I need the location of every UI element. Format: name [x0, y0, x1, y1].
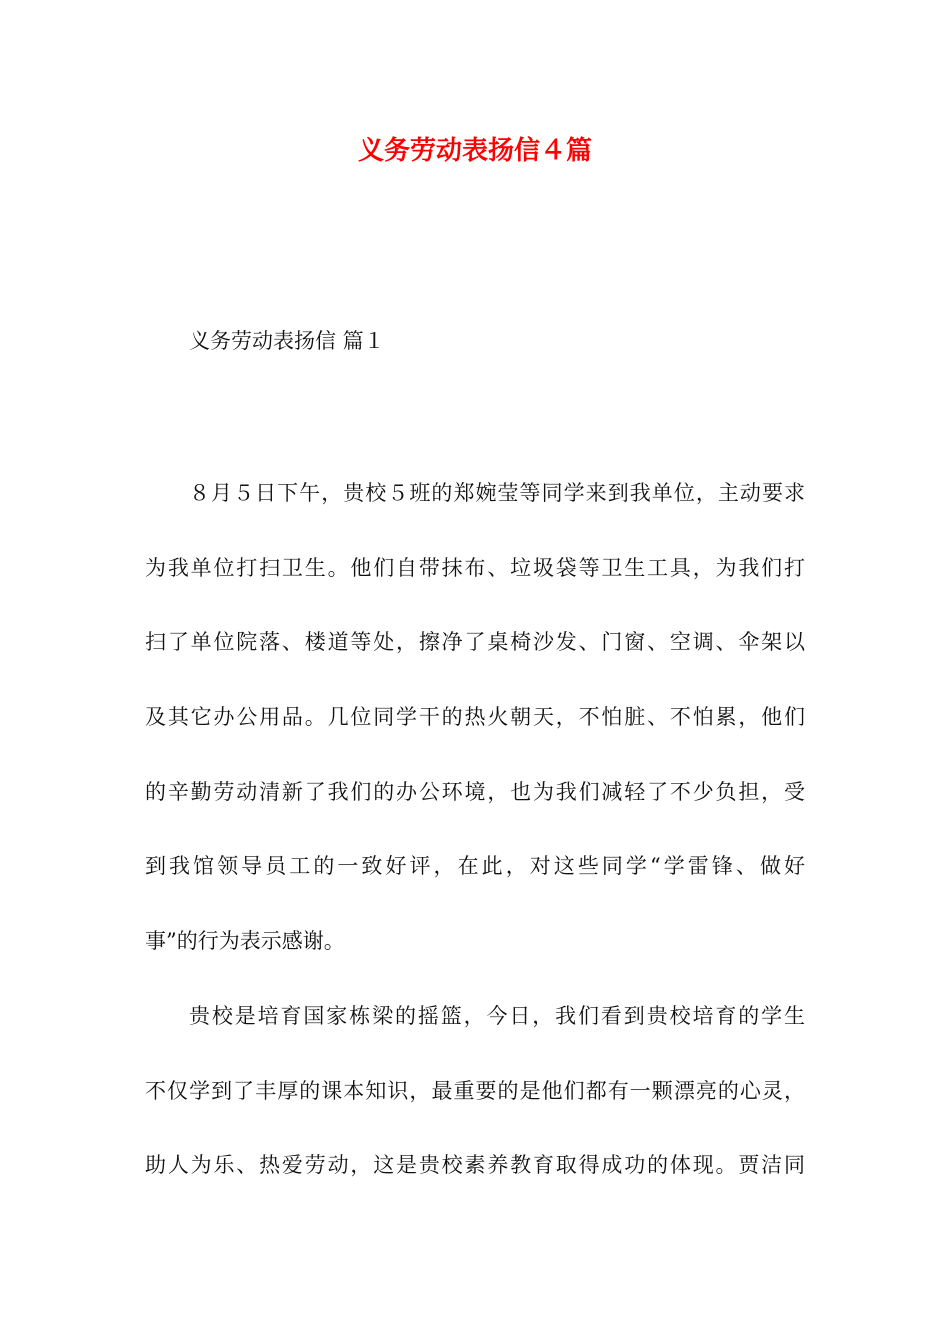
body-line: 助人为乐、热爱劳动，这是贵校素养教育取得成功的体现。贾洁同: [145, 1153, 805, 1178]
document-title: 义务劳动表扬信４篇: [357, 136, 592, 166]
body-line: 到我馆领导员工的一致好评，在此，对这些同学“学雷锋、做好: [145, 854, 805, 879]
section-heading: 义务劳动表扬信 篇１: [189, 329, 385, 353]
body-line: 及其它办公用品。几位同学干的热火朝天，不怕脏、不怕累，他们: [145, 705, 805, 730]
body-line: 扫了单位院落、楼道等处，擦净了桌椅沙发、门窗、空调、伞架以: [145, 630, 805, 655]
body-line: 的辛勤劳动清新了我们的办公环境，也为我们减轻了不少负担，受: [145, 779, 805, 804]
body-line: 事”的行为表示感谢。: [145, 929, 345, 954]
body-line: 贵校是培育国家栋梁的摇篮，今日，我们看到贵校培育的学生: [189, 1003, 805, 1028]
letter-body: [145, 475, 805, 1222]
body-line: ８月５日下午，贵校５班的郑婉莹等同学来到我单位，主动要求: [189, 481, 805, 505]
body-line: 不仅学到了丰厚的课本知识，最重要的是他们都有一颗漂亮的心灵，: [145, 1078, 805, 1103]
body-line: 为我单位打扫卫生。他们自带抹布、垃圾袋等卫生工具，为我们打: [145, 555, 805, 580]
